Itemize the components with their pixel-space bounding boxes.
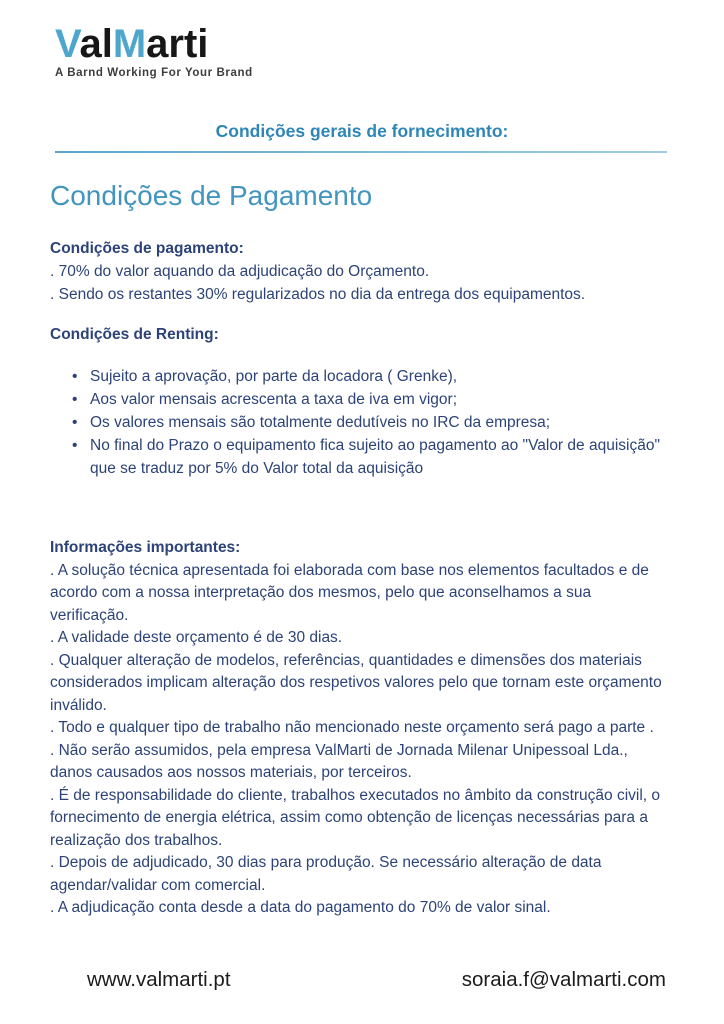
important-info-heading: Informações importantes: [50, 539, 241, 556]
renting-bullet-item: • No final do Prazo o equipamento fica sujeito ao pagamento ao "Valor de aquisição" que se traduz por 5% do Valor total da aquisição [72, 434, 672, 480]
footer-email-link[interactable]: soraia.f@valmarti.com [461, 968, 666, 991]
important-info-item: . Todo e qualquer tipo de trabalho não mencionado neste orçamento será pago a parte . [50, 719, 654, 736]
important-info-item: . A validade deste orçamento é de 30 dias. [50, 629, 343, 646]
renting-bullet-item: • Os valores mensais são totalmente dedutíveis no IRC da empresa; [72, 411, 672, 434]
logo-tagline: A Barnd Working For Your Brand [55, 67, 253, 79]
important-info-item: . A adjudicação conta desde a data do pagamento do 70% de valor sinal. [50, 899, 551, 916]
footer-website-link[interactable]: www.valmarti.pt [87, 968, 231, 991]
page-title: Condições de Pagamento [50, 180, 373, 211]
important-info-item: . Qualquer alteração de modelos, referências, quantidades e dimensões dos materiais considerados implicam alteração dos respetivos valores pelo que tornam este orçamento inválido. [50, 651, 662, 714]
company-logo [0, 0, 724, 79]
page-footer [87, 968, 666, 992]
logo-letters-al: al [79, 22, 113, 66]
renting-conditions-section [50, 323, 672, 480]
renting-bullet-list [50, 365, 672, 480]
important-info-item: . É de responsabilidade do cliente, trabalhos executados no âmbito da construção civil, o fornecimento de energia elétrica, assim como obtenção de licenças necessárias para a realização dos trabalhos. [50, 786, 661, 849]
logo-wordmark [55, 22, 724, 66]
important-info-item: . Não serão assumidos, pela empresa ValMarti de Jornada Milenar Unipessoal Lda., danos causados aos nossos materiais, por terceiros. [50, 741, 628, 781]
document-body [50, 237, 672, 920]
renting-bullet-item: • Aos valor mensais acrescenta a taxa de iva em vigor; [72, 388, 672, 411]
renting-bullet-item: • Sujeito a aprovação, por parte da locadora ( Grenke), [72, 365, 672, 388]
document-header-title: Condições gerais de fornecimento: [215, 121, 509, 141]
important-info-item: . Depois de adjudicado, 30 dias para produção. Se necessário alteração de data agendar/validar com comercial. [50, 854, 602, 894]
logo-letter-v: V [55, 22, 80, 66]
important-info-item: . A solução técnica apresentada foi elaborada com base nos elementos facultados e de acordo com a nossa interpretação dos mesmos, pelo que aconselhamos a sua verificação. [50, 561, 649, 624]
logo-letter-m: M [112, 22, 147, 66]
payment-conditions-heading: Condições de pagamento: [50, 240, 244, 257]
renting-conditions-heading: Condições de Renting: [50, 326, 219, 343]
header-divider-line [55, 151, 667, 153]
logo-letters-arti: arti [146, 22, 209, 66]
payment-condition-line: . Sendo os restantes 30% regularizados no dia da entrega dos equipamentos. [50, 286, 586, 303]
payment-conditions-section [50, 237, 672, 306]
important-info-section [50, 537, 672, 920]
payment-condition-line: . 70% do valor aquando da adjudicação do Orçamento. [50, 263, 430, 280]
